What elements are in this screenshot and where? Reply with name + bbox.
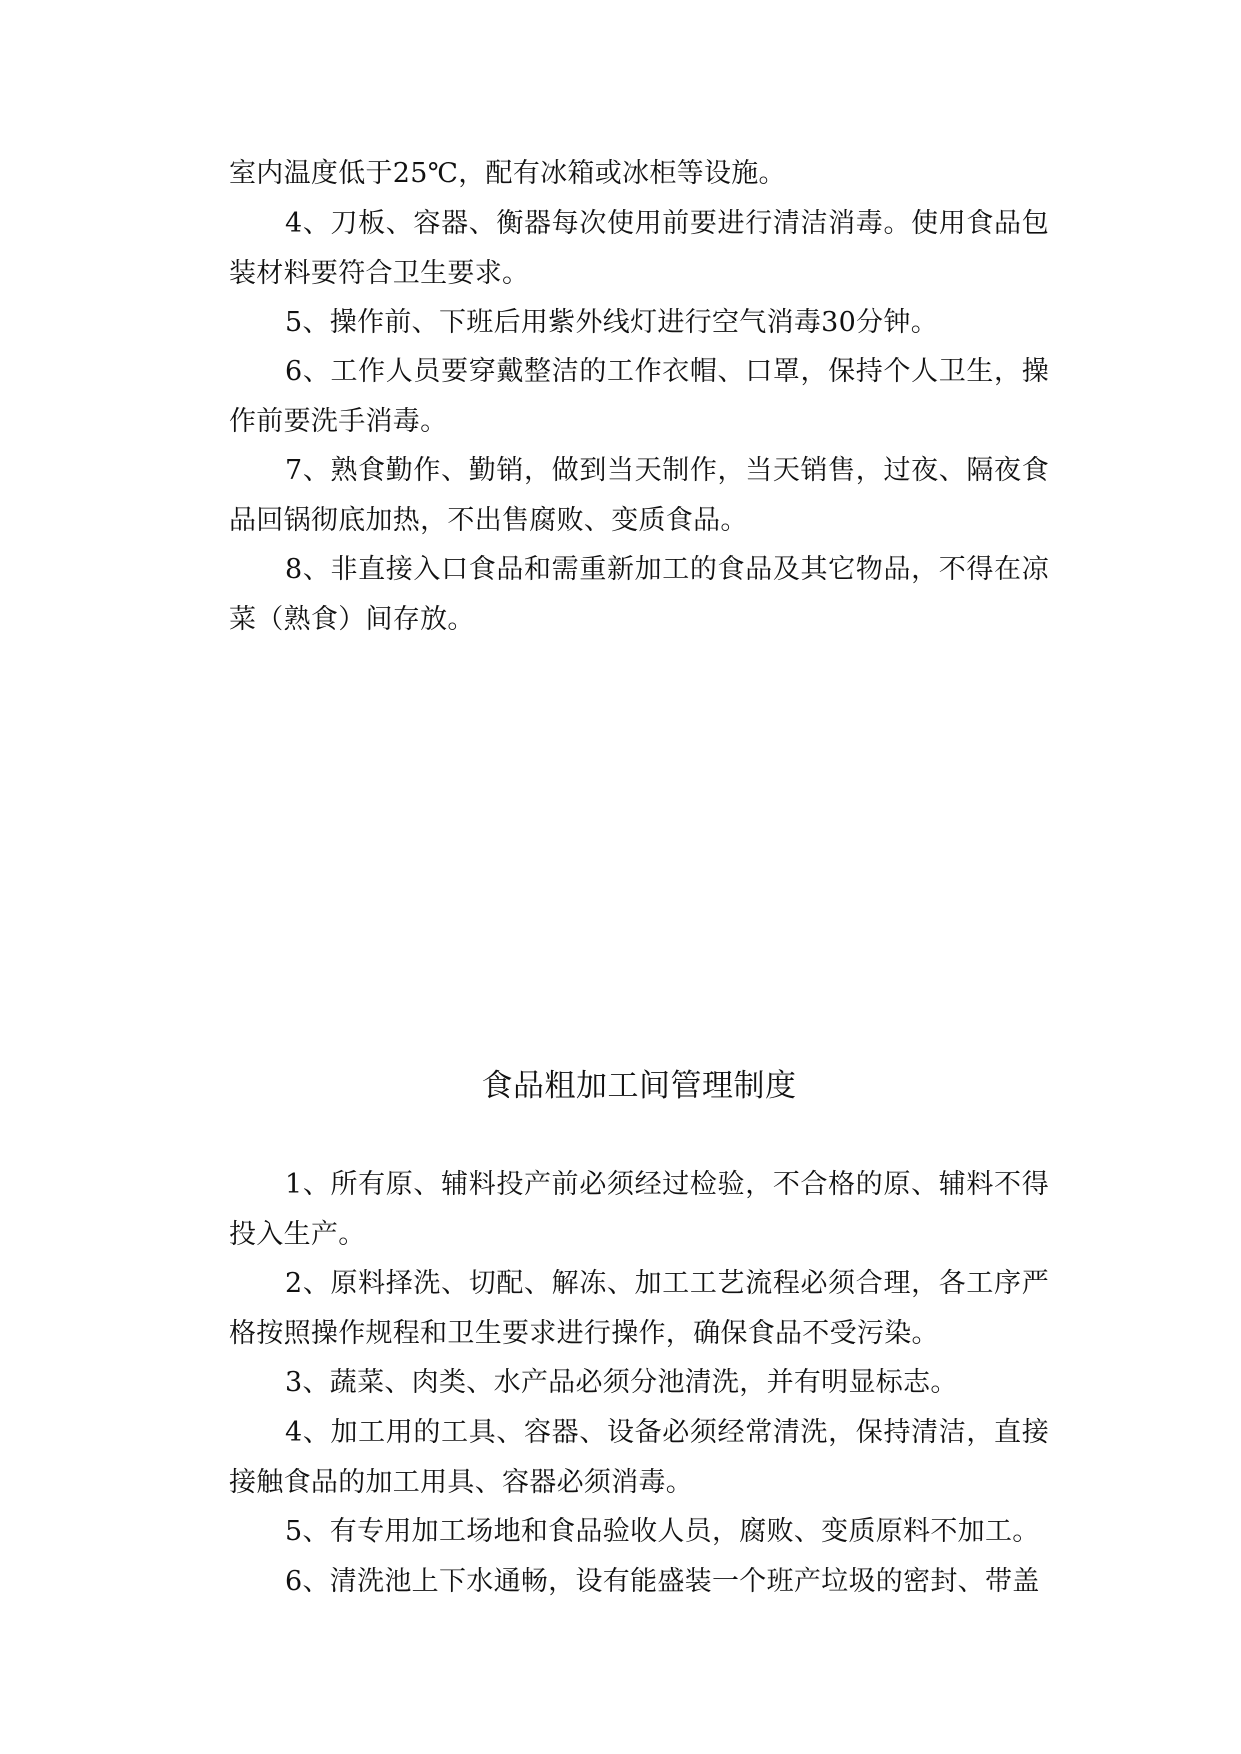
paragraph-item-8-storage: 8、非直接入口食品和需重新加工的食品及其它物品，不得在凉菜（熟食）间存放。 [229,554,1049,635]
paragraph-item-5-venue: 5、有专用加工场地和食品验收人员，腐败、变质原料不加工。 [285,1516,1040,1547]
paragraph-temperature: 室内温度低于25℃，配有冰箱或冰柜等设施。 [229,158,786,189]
paragraph-item-6-staff-hygiene: 6、工作人员要穿戴整洁的工作衣帽、口罩，保持个人卫生，操作前要洗手消毒。 [229,356,1049,437]
paragraph-item-2-process: 2、原料择洗、切配、解冻、加工工艺流程必须合理，各工序严格按照操作规程和卫生要求进行操作，确保食品不受污染。 [229,1268,1049,1349]
paragraph-item-4-knife-board: 4、刀板、容器、衡器每次使用前要进行清洁消毒。使用食品包装材料要符合卫生要求。 [229,208,1049,289]
paragraph-item-7-cooked-food: 7、熟食勤作、勤销，做到当天制作，当天销售，过夜、隔夜食品回锅彻底加热，不出售腐败、变质食品。 [229,455,1049,536]
paragraph-item-6-sink: 6、清洗池上下水通畅，设有能盛装一个班产垃圾的密封、带盖 [285,1566,1040,1597]
paragraph-item-3-washing: 3、蔬菜、肉类、水产品必须分池清洗，并有明显标志。 [285,1367,958,1398]
paragraph-item-5-uv-disinfection: 5、操作前、下班后用紫外线灯进行空气消毒30分钟。 [285,307,939,338]
section-title: 食品粗加工间管理制度 [481,1068,797,1104]
paragraph-item-4-tools: 4、加工用的工具、容器、设备必须经常清洗，保持清洁，直接接触食品的加工用具、容器必须消毒。 [229,1417,1049,1498]
paragraph-item-1-inspection: 1、所有原、辅料投产前必须经过检验，不合格的原、辅料不得投入生产。 [229,1169,1049,1250]
